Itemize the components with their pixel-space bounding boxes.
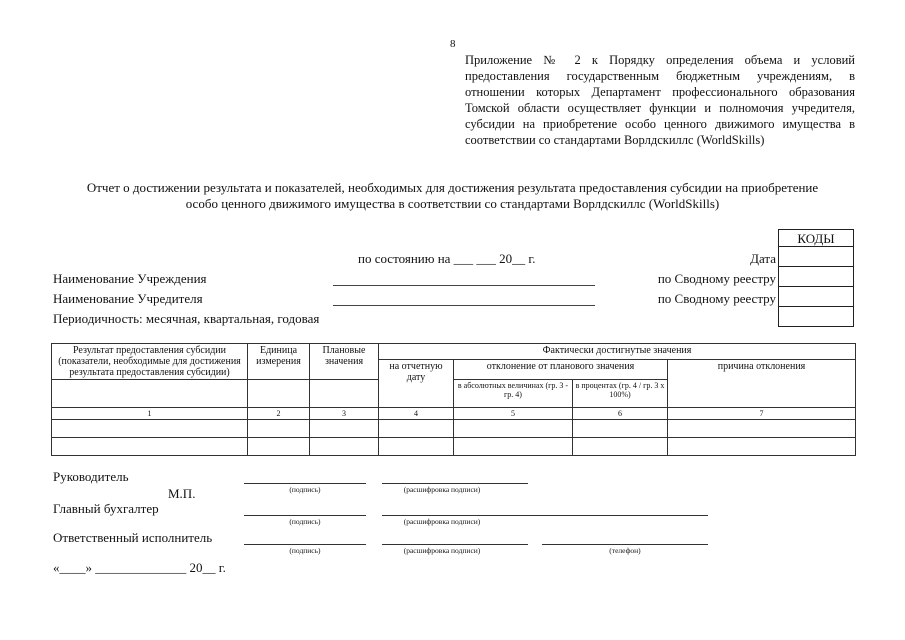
table-cell[interactable] xyxy=(379,438,454,456)
executor-signature-caption: (подпись) xyxy=(289,546,321,555)
table-cell[interactable] xyxy=(454,420,573,438)
col-header-deviation: отклонение от планового значения xyxy=(454,360,668,380)
table-cell[interactable] xyxy=(573,438,668,456)
code-cell-date[interactable] xyxy=(778,247,854,267)
accountant-label: Главный бухгалтер xyxy=(53,501,159,516)
head-decoding-caption: (расшифровка подписи) xyxy=(403,485,481,494)
executor-phone-line[interactable] xyxy=(542,544,708,545)
accountant-decoding-line[interactable] xyxy=(382,515,708,516)
institution-input-line[interactable] xyxy=(333,285,595,286)
code-cell-periodicity[interactable] xyxy=(778,307,854,327)
appendix-note: Приложение № 2 к Порядку определения объема и условий предоставления государственным бюджетным учреждениям, в отношении которых Департамент профессионального образования Томской области осуществляет функции и полномочия учредителя, субсидии на приобретение особо ценного движимого имущества в соответствии со стандартами Ворлдскиллс (WorldSkills) xyxy=(465,53,855,147)
table-cell[interactable] xyxy=(310,420,379,438)
col-number-4: 4 xyxy=(379,408,454,420)
executor-decoding-caption: (расшифровка подписи) xyxy=(403,546,481,555)
table-cell[interactable] xyxy=(248,420,310,438)
accountant-signature-line[interactable] xyxy=(244,515,366,516)
table-row xyxy=(52,438,856,456)
executor-decoding-line[interactable] xyxy=(382,544,528,545)
report-title-line-1: Отчет о достижении результата и показателей, необходимых для достижения результата предоставления субсидии на приобретение xyxy=(86,180,819,195)
col-header-reason: причина отклонения xyxy=(668,360,856,408)
registry-label-1: по Сводному реестру xyxy=(657,271,776,286)
table-cell[interactable] xyxy=(454,438,573,456)
founder-input-line[interactable] xyxy=(333,305,595,306)
codes-header: КОДЫ xyxy=(778,229,854,247)
code-cell-institution-registry[interactable] xyxy=(778,267,854,287)
table-cell[interactable] xyxy=(248,438,310,456)
executor-label: Ответственный исполнитель xyxy=(53,530,213,545)
report-table xyxy=(51,343,856,456)
table-cell[interactable] xyxy=(52,438,248,456)
accountant-signature-caption: (подпись) xyxy=(289,517,321,526)
col-number-5: 5 xyxy=(454,408,573,420)
col-header-unit-cont xyxy=(248,380,310,408)
col-header-reporting-date: на отчетную дату xyxy=(379,360,454,408)
col-header-percent: в процентах (гр. 4 / гр. 3 x 100%) xyxy=(573,380,668,408)
table-cell[interactable] xyxy=(379,420,454,438)
as-of-date: по состоянию на ___ ___ 20__ г. xyxy=(358,251,536,266)
report-title xyxy=(40,180,865,212)
date-label: Дата xyxy=(750,251,776,266)
col-number-2: 2 xyxy=(248,408,310,420)
head-signature-caption: (подпись) xyxy=(289,485,321,494)
table-row xyxy=(52,420,856,438)
page-number: 8 xyxy=(450,38,456,50)
signature-date: «____» ______________ 20__ г. xyxy=(53,560,226,575)
col-header-unit: Единица измерения xyxy=(248,344,310,380)
code-cell-founder-registry[interactable] xyxy=(778,287,854,307)
executor-signature-line[interactable] xyxy=(244,544,366,545)
accountant-decoding-caption: (расшифровка подписи) xyxy=(403,517,481,526)
report-title-line-2: особо ценного движимого имущества в соответствии со стандартами Ворлдскиллс (WorldSkills) xyxy=(185,196,720,211)
table-cell[interactable] xyxy=(668,420,856,438)
col-header-absolute: в абсолютных величинах (гр. 3 - гр. 4) xyxy=(454,380,573,408)
col-header-planned-cont xyxy=(310,380,379,408)
executor-phone-caption: (телефон) xyxy=(609,546,641,555)
periodicity-label: Периодичность: месячная, квартальная, годовая xyxy=(53,311,320,326)
col-header-result: Результат предоставления субсидии (показатели, необходимые для достижения результата предоставления субсидии) xyxy=(52,344,248,380)
registry-label-2: по Сводному реестру xyxy=(657,291,776,306)
founder-label: Наименование Учредителя xyxy=(53,291,203,306)
table-cell[interactable] xyxy=(52,420,248,438)
institution-label: Наименование Учреждения xyxy=(53,271,207,286)
col-header-actual: Фактически достигнутые значения xyxy=(379,344,856,360)
col-header-planned: Плановые значения xyxy=(310,344,379,380)
col-number-1: 1 xyxy=(52,408,248,420)
table-cell[interactable] xyxy=(573,420,668,438)
col-number-6: 6 xyxy=(573,408,668,420)
col-number-7: 7 xyxy=(668,408,856,420)
table-cell[interactable] xyxy=(310,438,379,456)
head-label: Руководитель xyxy=(53,469,129,484)
head-decoding-line[interactable] xyxy=(382,483,528,484)
col-number-3: 3 xyxy=(310,408,379,420)
col-header-result-cont xyxy=(52,380,248,408)
stamp-label: М.П. xyxy=(168,486,196,501)
head-signature-line[interactable] xyxy=(244,483,366,484)
table-cell[interactable] xyxy=(668,438,856,456)
